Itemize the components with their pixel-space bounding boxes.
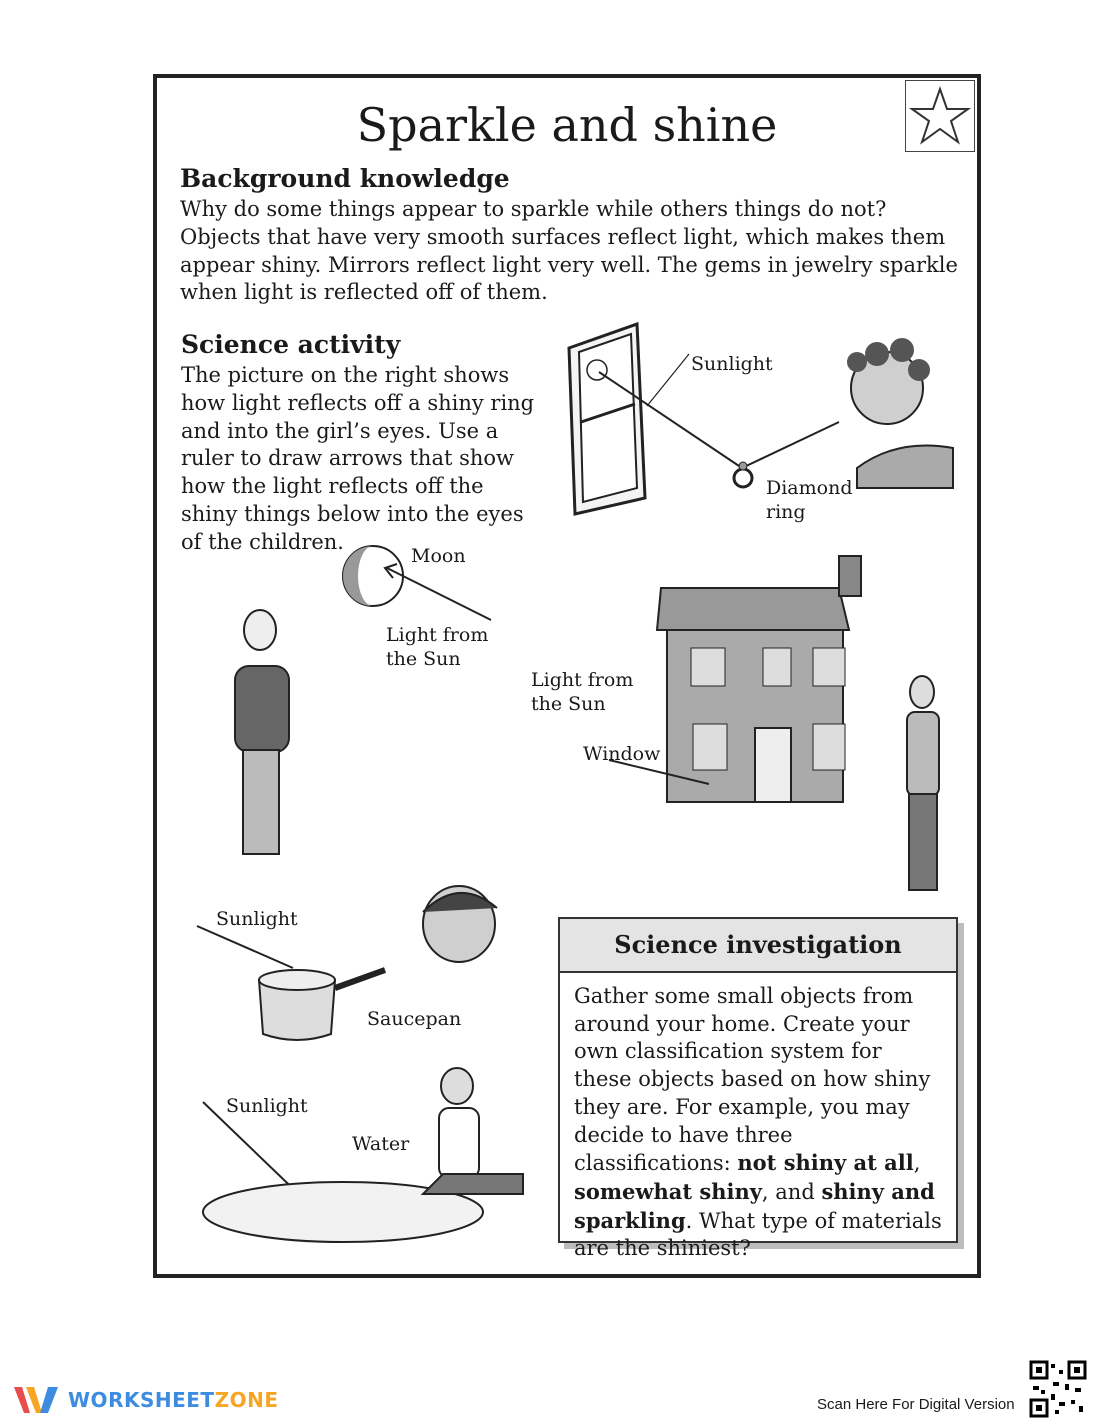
- investigation-bold-3: shiny and sparkling: [574, 1178, 935, 1233]
- star-badge: [905, 80, 975, 152]
- window-ring-illustration: [557, 318, 967, 528]
- investigation-text-part2: . What type of materials are the shiniest?: [574, 1208, 942, 1261]
- page-title: Sparkle and shine: [356, 98, 778, 152]
- boy-face-illustration: [423, 886, 497, 962]
- investigation-sep-1: ,: [913, 1151, 921, 1176]
- scan-text: Scan Here For Digital Version: [817, 1396, 1015, 1413]
- window-illustration: [569, 324, 645, 514]
- label-light-from-sun-house: Light from the Sun: [531, 669, 634, 715]
- label-window: Window: [583, 743, 661, 765]
- house-illustration: [617, 548, 957, 898]
- investigation-text-part1: Gather some small objects from around your home. Create your own classification system for these objects based on how shiny they are. For example, you may decide to have three classifications:: [574, 984, 931, 1176]
- label-sunlight-water: Sunlight: [226, 1095, 308, 1117]
- child-looking-up-illustration: [235, 610, 289, 854]
- label-sunlight-window: Sunlight: [691, 353, 773, 375]
- worksheetzone-logo[interactable]: [14, 1380, 278, 1420]
- moon-child-illustration: [217, 528, 507, 868]
- label-saucepan: Saucepan: [367, 1008, 462, 1030]
- qr-code-icon[interactable]: [1029, 1360, 1087, 1418]
- background-text: Why do some things appear to sparkle while others things do not? Objects that have very smooth surfaces reflect light, which makes them appear shiny. Mirrors reflect light very well. The gems in jewelry sparkle when light is reflected off of them.: [180, 197, 958, 305]
- star-icon: [906, 81, 974, 151]
- investigation-heading: Science investigation: [560, 919, 956, 973]
- background-heading: Background knowledge: [180, 164, 510, 193]
- investigation-bold-2: somewhat shiny: [574, 1178, 762, 1204]
- boy-standing-illustration: [907, 676, 939, 890]
- label-light-from-sun-moon: Light from the Sun: [386, 624, 489, 670]
- logo-text-zone: ZONE: [214, 1388, 279, 1412]
- investigation-bold-1: not shiny at all: [737, 1150, 914, 1176]
- activity-text: The picture on the right shows how light reflects off a shiny ring and into the girl’s eyes. Use a ruler to draw arrows that show how the light reflects off the shiny things below into the eyes of the children.: [181, 363, 535, 554]
- house: [657, 556, 861, 802]
- girl-illustration: [847, 338, 953, 488]
- label-sunlight-pan: Sunlight: [216, 908, 298, 930]
- label-water: Water: [352, 1133, 410, 1155]
- worksheet-frame: [153, 74, 981, 1278]
- investigation-text: [560, 973, 956, 1273]
- boy-kneeling-illustration: [423, 1068, 523, 1194]
- activity-heading: Science activity: [181, 330, 401, 359]
- logo-text: [68, 1388, 278, 1412]
- investigation-sep-2: , and: [761, 1179, 822, 1204]
- logo-text-worksheet: WORKSHEET: [68, 1388, 215, 1412]
- label-moon: Moon: [411, 545, 466, 567]
- ring-illustration: [734, 462, 752, 487]
- label-diamond-ring: Diamond ring: [766, 477, 853, 523]
- moon-illustration: [343, 546, 403, 606]
- logo-w-icon: [14, 1383, 60, 1417]
- science-investigation-box: [558, 917, 958, 1261]
